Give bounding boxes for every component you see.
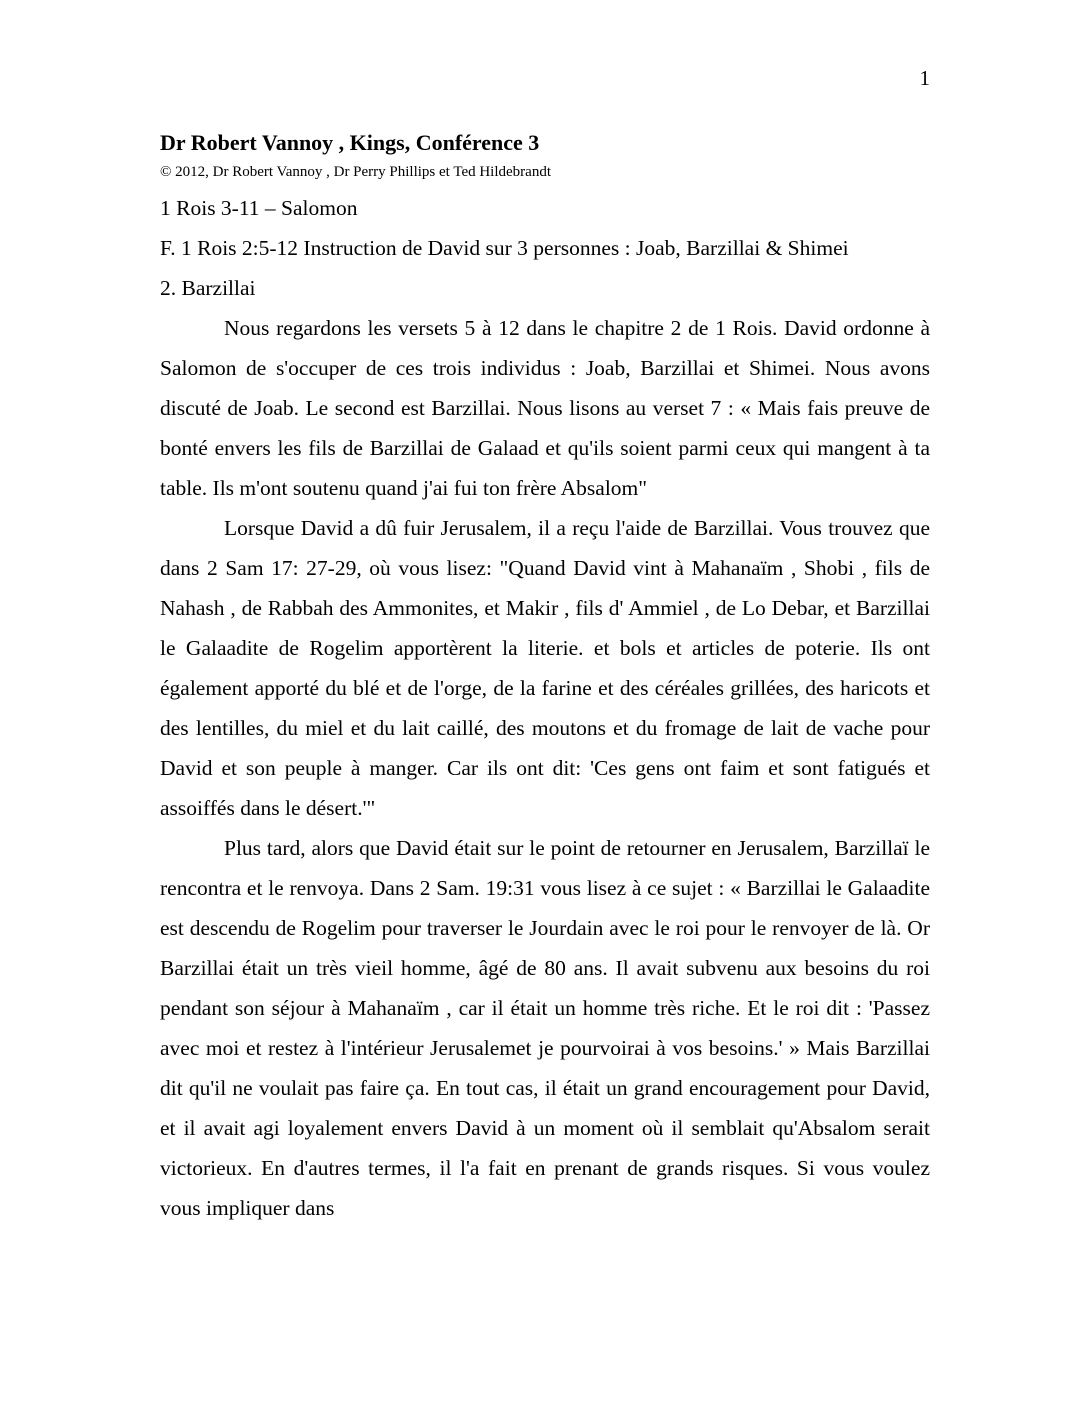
paragraph: Lorsque David a dû fuir Jerusalem, il a reçu l'aide de Barzillai. Vous trouvez que dans 2 Sam 17: 27-29, où vous lisez: "Quand David vint à Mahanaïm , Shobi , fils de Nahash , de Rabbah des Ammonites, et Makir , fils d' Ammiel , de Lo Debar, et Barzillai le Galaadite de Rogelim apportèrent la literie. et bols et articles de poterie. Ils ont également apporté du blé et de l'orge, de la farine et des céréales grillées, des haricots et des lentilles, du miel et du lait caillé, des moutons et du fromage de lait de vache pour David et son peuple à manger. Car ils ont dit: 'Ces gens ont faim et sont fatigués et assoiffés dans le désert.'" — [160, 516, 930, 820]
section-heading: 1 Rois 3-11 – Salomon — [160, 196, 358, 220]
document-body — [160, 126, 930, 1228]
subsection-heading: F. 1 Rois 2:5-12 Instruction de David sur 3 personnes : Joab, Barzillai & Shimei — [160, 236, 849, 260]
point-heading: 2. Barzillai — [160, 276, 256, 300]
document-title: Dr Robert Vannoy , Kings, Conférence 3 — [160, 130, 540, 155]
page-number: 1 — [919, 66, 930, 90]
copyright-line: © 2012, Dr Robert Vannoy , Dr Perry Phillips et Ted Hildebrandt — [160, 164, 551, 180]
paragraph: Nous regardons les versets 5 à 12 dans le chapitre 2 de 1 Rois. David ordonne à Salomon de s'occuper de ces trois individus : Joab, Barzillai et Shimei. Nous avons discuté de Joab. Le second est Barzillai. Nous lisons au verset 7 : « Mais fais preuve de bonté envers les fils de Barzillai de Galaad et qu'ils soient parmi ceux qui mangent à ta table. Ils m'ont soutenu quand j'ai fui ton frère Absalom" — [160, 316, 930, 500]
paragraph: Plus tard, alors que David était sur le point de retourner en Jerusalem, Barzillaï le rencontra et le renvoya. Dans 2 Sam. 19:31 vous lisez à ce sujet : « Barzillai le Galaadite est descendu de Rogelim pour traverser le Jourdain avec le roi pour le renvoyer de là. Or Barzillai était un très vieil homme, âgé de 80 ans. Il avait subvenu aux besoins du roi pendant son séjour à Mahanaïm , car il était un homme très riche. Et le roi dit : 'Passez avec moi et restez à l'intérieur Jerusalemet je pourvoirai à vos besoins.' » Mais Barzillai dit qu'il ne voulait pas faire ça. En tout cas, il était un grand encouragement pour David, et il avait agi loyalement envers David à un moment où il semblait qu'Absalom serait victorieux. En d'autres termes, il l'a fait en prenant de grands risques. Si vous voulez vous impliquer dans — [160, 836, 930, 1220]
